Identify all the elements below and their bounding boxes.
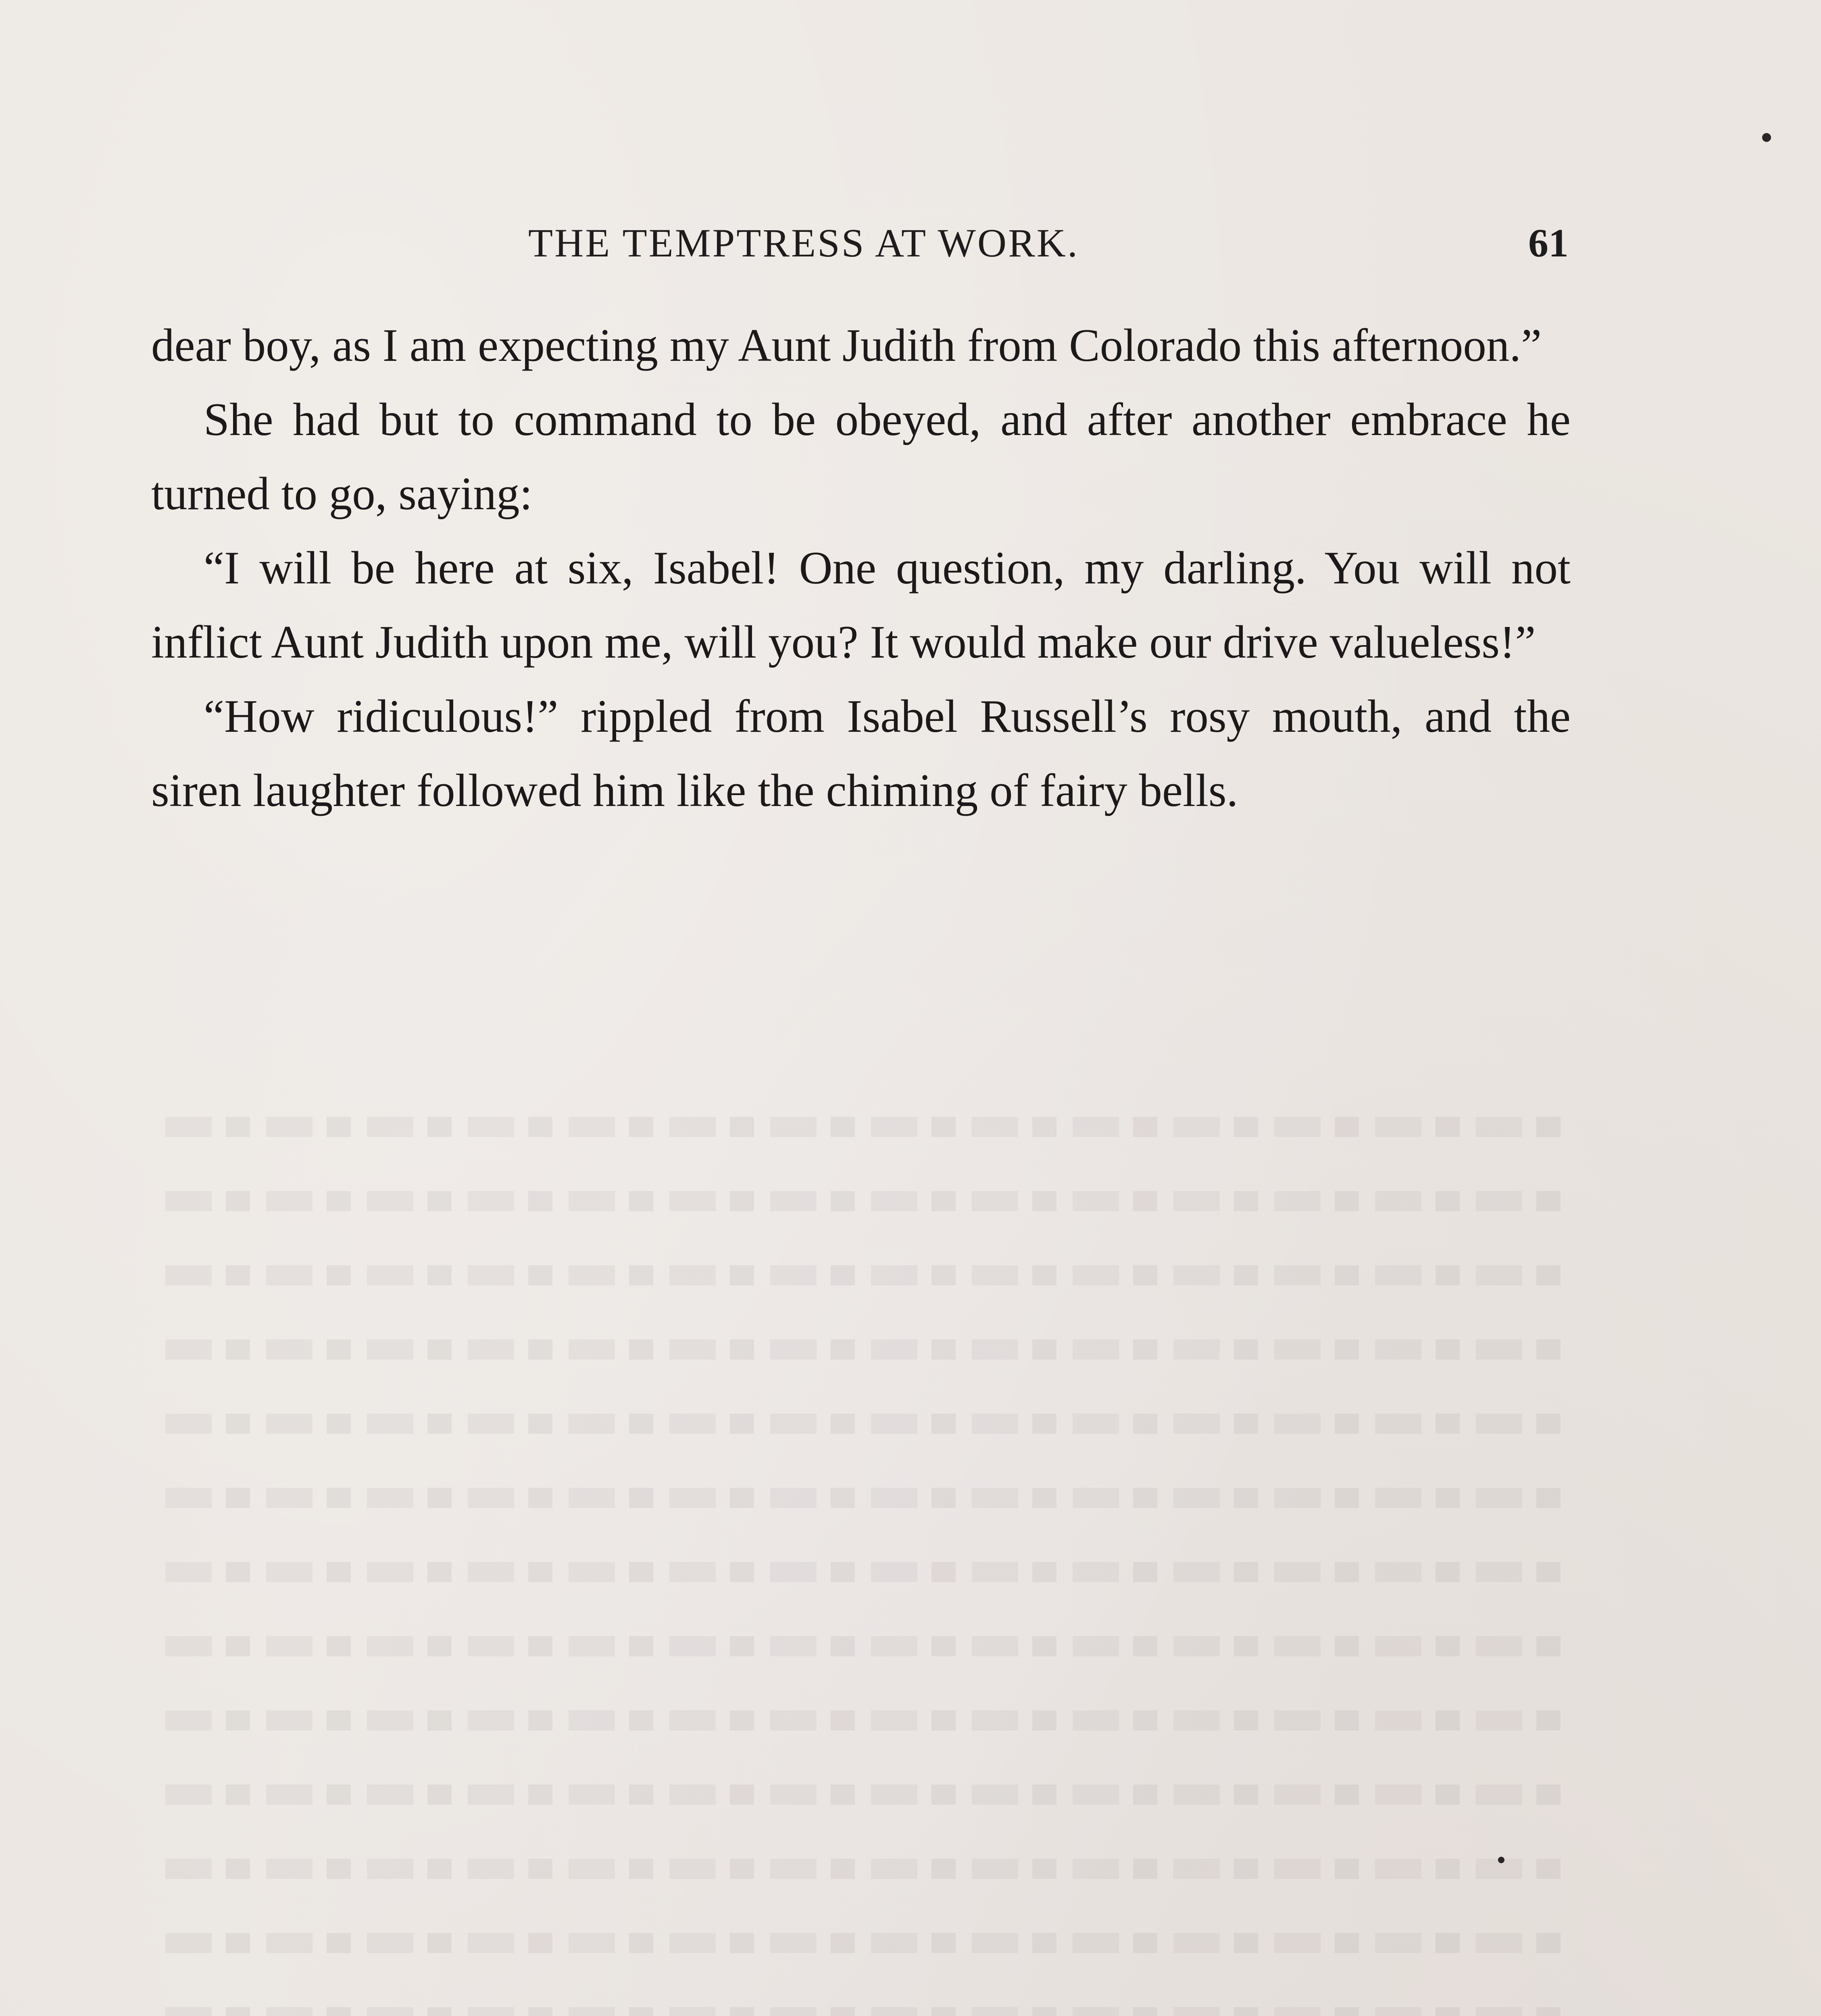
show-through-line bbox=[157, 1089, 1561, 1163]
show-through-text bbox=[157, 1089, 1561, 2016]
paragraph: “How ridiculous!” rippled from Isabel Russell’s rosy mouth, and the siren laughter followed him like the chiming of fairy bells. bbox=[151, 691, 1571, 816]
paragraph: dear boy, as I am expecting my Aunt Judith from Colorado this afternoon.” bbox=[151, 320, 1542, 371]
show-through-line bbox=[157, 1534, 1561, 1608]
show-through-line bbox=[157, 1163, 1561, 1237]
show-through-line bbox=[157, 1682, 1561, 1756]
paper-speck bbox=[1498, 1857, 1504, 1863]
paragraph: “I will be here at six, Isabel! One question, my darling. You will not inflict Aunt Judith upon me, will you? It would make our drive valueless!” bbox=[151, 542, 1571, 668]
paragraph: She had but to command to be obeyed, and after another embrace he turned to go, saying: bbox=[151, 394, 1571, 519]
show-through-line bbox=[157, 1979, 1561, 2016]
show-through-line bbox=[157, 1608, 1561, 1682]
show-through-line bbox=[157, 1311, 1561, 1385]
show-through-line bbox=[157, 1385, 1561, 1460]
show-through-line bbox=[157, 1460, 1561, 1534]
show-through-line bbox=[157, 1905, 1561, 1979]
paper-speck bbox=[1762, 133, 1771, 142]
show-through-line bbox=[157, 1831, 1561, 1905]
body-text bbox=[151, 308, 1571, 828]
running-title: THE TEMPTRESS AT WORK. bbox=[528, 221, 1079, 265]
show-through-line bbox=[157, 1756, 1561, 1831]
page-number: 61 bbox=[1528, 221, 1569, 265]
show-through-line bbox=[157, 1237, 1561, 1311]
